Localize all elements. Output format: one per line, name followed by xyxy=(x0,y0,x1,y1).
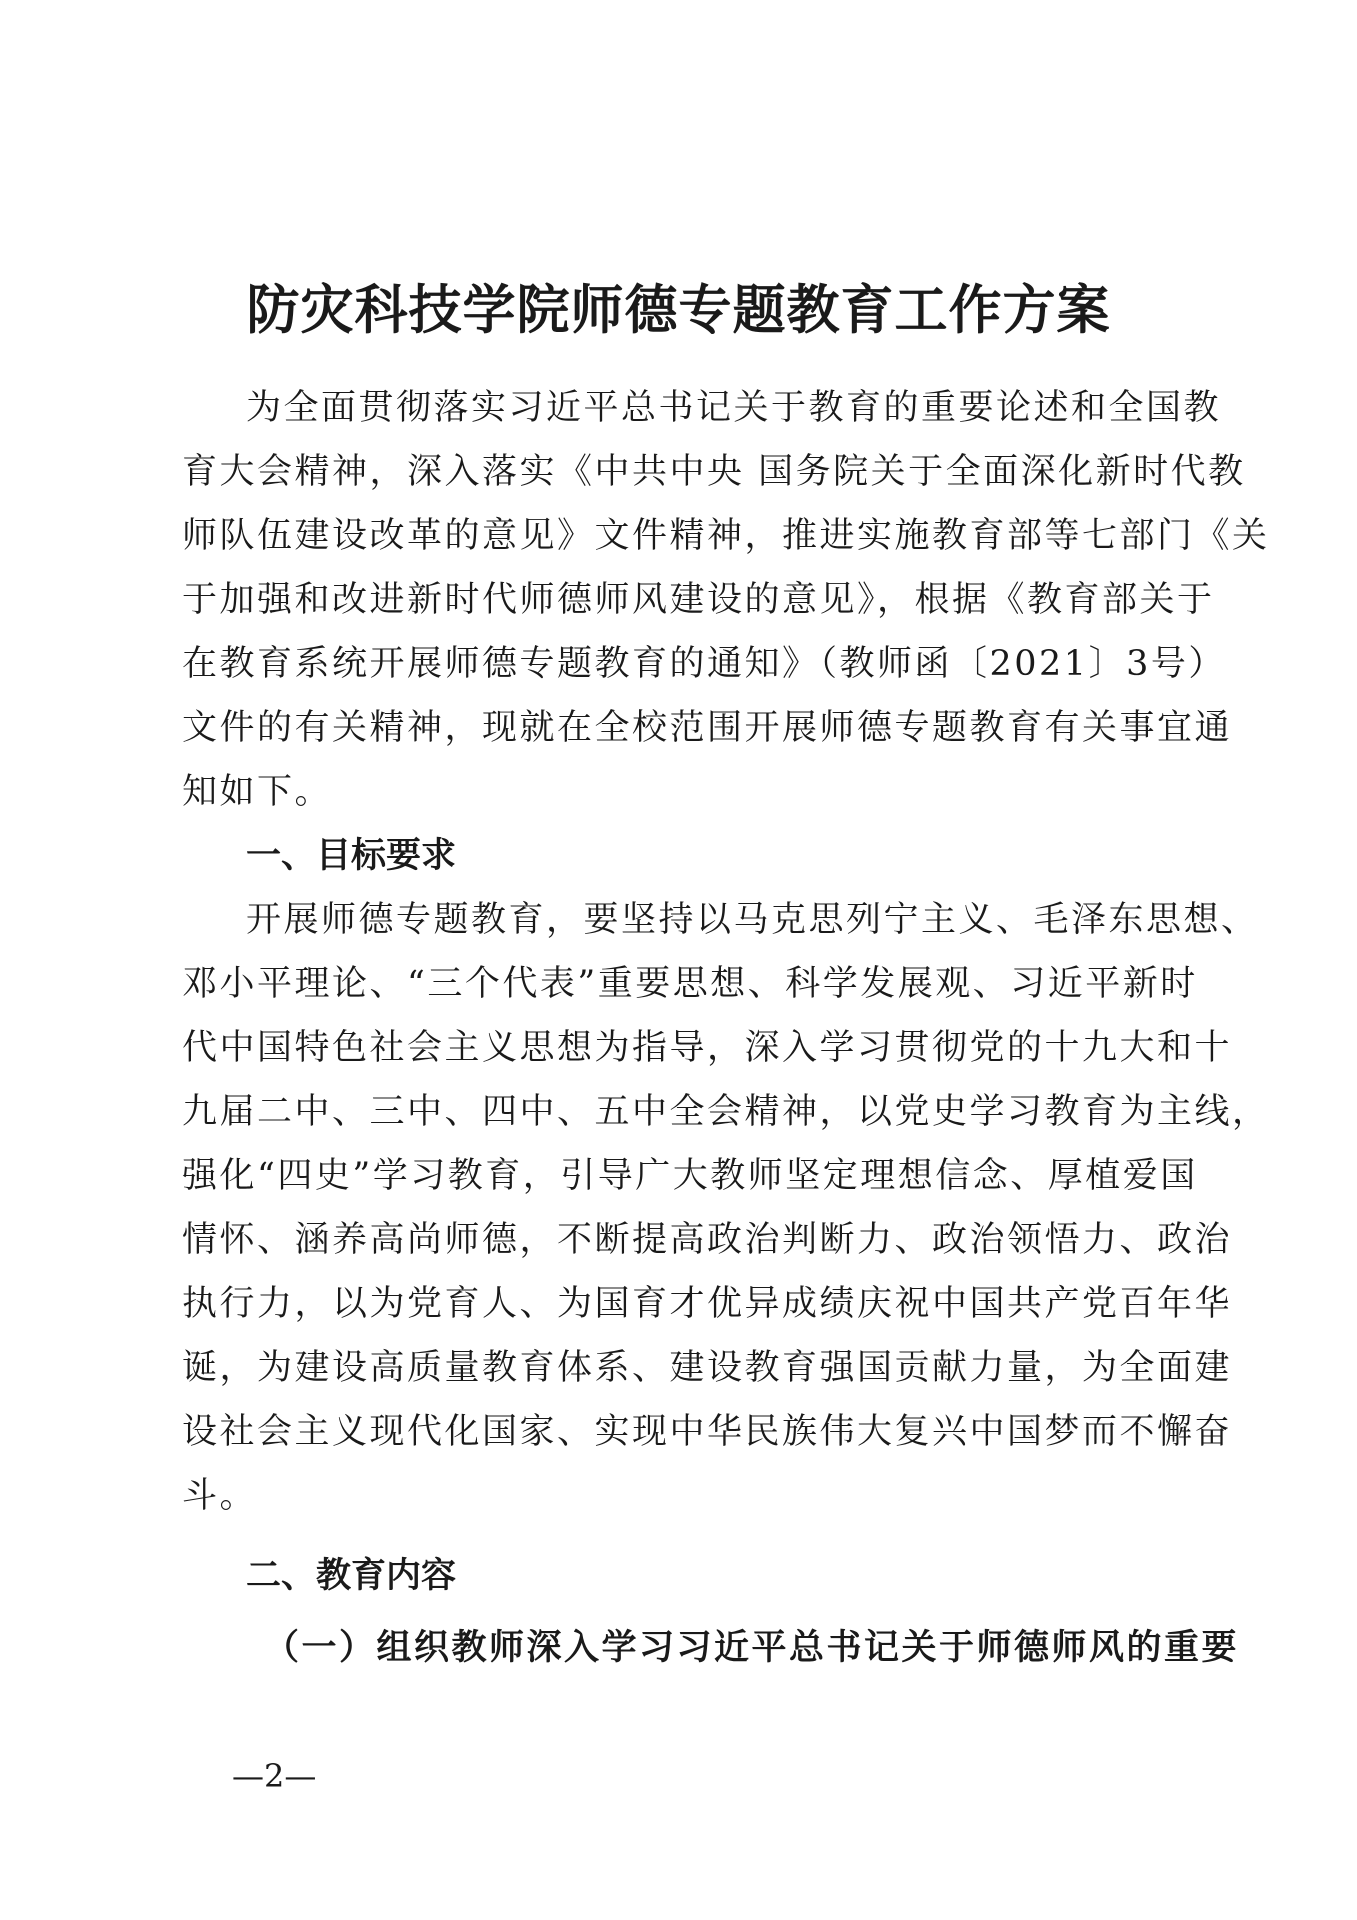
document-title: 防灾科技学院师德专题教育工作方案 xyxy=(246,279,1111,341)
section1-line-5: 强化“四史”学习教育，引导广大教师坚定理想信念、厚植爱国 xyxy=(182,1156,1198,1196)
section1-line-10: 斗。 xyxy=(182,1476,258,1516)
intro-line-5: 在教育系统开展师德专题教育的通知》（教师函〔2021〕3号） xyxy=(182,644,1226,684)
section-heading-goals: 一、目标要求 xyxy=(246,836,457,876)
subsection-heading-1: （一）组织教师深入学习习近平总书记关于师德师风的重要 xyxy=(264,1627,1240,1668)
intro-line-2: 育大会精神，深入落实《中共中央 国务院关于全面深化新时代教 xyxy=(182,452,1246,492)
page-number: —2— xyxy=(232,1757,317,1795)
section1-line-3: 代中国特色社会主义思想为指导，深入学习贯彻党的十九大和十 xyxy=(182,1028,1233,1068)
section1-line-4: 九届二中、三中、四中、五中全会精神，以党史学习教育为主线， xyxy=(182,1092,1270,1132)
intro-line-3: 师队伍建设改革的意见》文件精神，推进实施教育部等七部门《关 xyxy=(182,516,1270,556)
intro-line-1: 为全面贯彻落实习近平总书记关于教育的重要论述和全国教 xyxy=(246,388,1222,428)
section1-line-8: 诞，为建设高质量教育体系、建设教育强国贡献力量，为全面建 xyxy=(182,1348,1233,1388)
intro-line-7: 知如下。 xyxy=(182,772,333,812)
intro-line-4: 于加强和改进新时代师德师风建设的意见》，根据《教育部关于 xyxy=(182,580,1215,620)
section1-line-6: 情怀、涵养高尚师德，不断提高政治判断力、政治领悟力、政治 xyxy=(182,1220,1233,1260)
section1-line-2: 邓小平理论、“三个代表”重要思想、科学发展观、习近平新时 xyxy=(182,964,1198,1004)
section-heading-content: 二、教育内容 xyxy=(246,1556,457,1596)
section1-line-7: 执行力，以为党育人、为国育才优异成绩庆祝中国共产党百年华 xyxy=(182,1284,1233,1324)
section1-line-1: 开展师德专题教育，要坚持以马克思列宁主义、毛泽东思想、 xyxy=(246,900,1259,940)
section1-line-9: 设社会主义现代化国家、实现中华民族伟大复兴中国梦而不懈奋 xyxy=(182,1412,1233,1452)
intro-line-6: 文件的有关精神，现就在全校范围开展师德专题教育有关事宜通 xyxy=(182,708,1233,748)
